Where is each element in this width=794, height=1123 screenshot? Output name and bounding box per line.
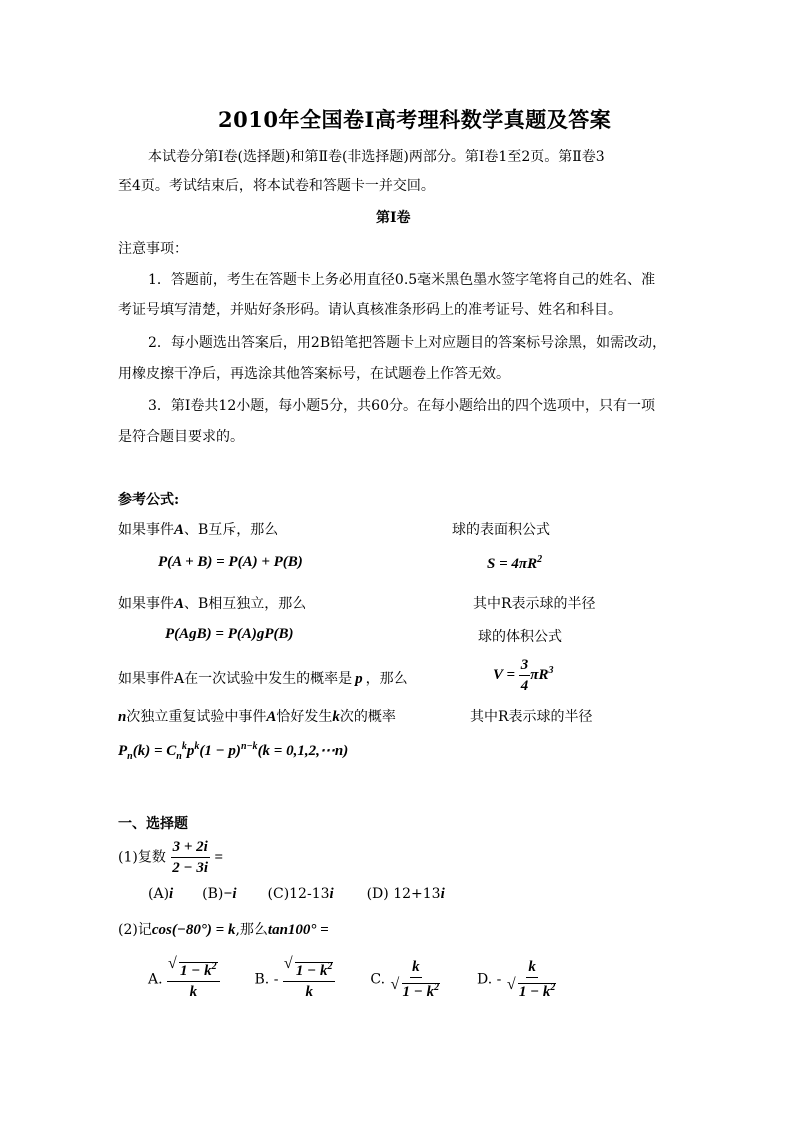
formulas-heading: 参考公式: — [118, 492, 180, 508]
formula-left-4 — [118, 707, 396, 727]
formula-left-2-pre: 如果事件 — [118, 596, 174, 612]
formula-independent: P(AgB) = P(A)gP(B) — [165, 626, 294, 642]
binomial-tail: (k = 0,1,2,⋯n) — [257, 743, 349, 759]
q1-equals: = — [214, 849, 224, 866]
q1-option-a: (A)i — [148, 886, 174, 902]
formula-left-1-var: A — [174, 522, 185, 538]
intro-line-2: 至4页。考试结束后，将本试卷和答题卡一并交回。 — [118, 178, 435, 194]
formula-left-3 — [118, 669, 408, 689]
question-1 — [118, 838, 223, 877]
formula-left-4-var-a: A — [266, 709, 277, 725]
q2-options — [148, 958, 558, 1001]
note-2-line-1: 2．每小题选出答案后，用2B铅笔把答题卡上对应题目的答案标号涂黑，如需改动， — [148, 335, 667, 351]
formula-left-3-var: p — [355, 671, 363, 687]
formula-left-4-mid: 次独立重复试验中事件 — [126, 709, 267, 725]
note-3-line-2: 是符合题目要求的。 — [118, 429, 244, 445]
question-2 — [118, 920, 329, 940]
volume-frac-num: 3 — [519, 656, 531, 676]
q2-option-c: k √ $1 - k^2$ — [390, 958, 443, 1001]
q2-tan-expr: tan100° = — [267, 922, 329, 938]
sphere-area-expr: S = 4πR — [487, 556, 538, 572]
note-1-line-1: 1．答题前，考生在答题卡上务必用直径0.5毫米黑色墨水签字笔将自己的姓名、准 — [148, 272, 656, 288]
formula-sphere-volume: V = $\frac{3}{4}$ $\pi R^3$ — [493, 657, 554, 694]
q2-option-a: √ $\frac{1 - k^2}{k}$ — [167, 958, 220, 1001]
formula-right-4: 其中R表示球的半径 — [470, 709, 593, 725]
formula-left-1-pre: 如果事件 — [118, 522, 174, 538]
formula-left-1-post: 、B互斥，那么 — [184, 522, 279, 538]
q1-option-b: (B)−i — [202, 886, 237, 902]
note-3-line-1: 3．第Ⅰ卷共12小题，每小题5分，共60分。在每小题给出的四个选项中，只有一项 — [148, 398, 655, 414]
q2-option-b: √ $\frac{1 - k^2}{k}$ — [283, 958, 336, 1001]
q1-option-d: (D) 12+13i — [366, 886, 445, 902]
volume-frac-den: 4 — [520, 678, 529, 694]
formula-left-4-var-k: k — [332, 709, 340, 725]
intro-line-1: 本试卷分第Ⅰ卷(选择题)和第Ⅱ卷(非选择题)两部分。第Ⅰ卷1至2页。第Ⅱ卷3 — [148, 149, 605, 165]
q1-options — [148, 884, 445, 904]
part-heading: 第Ⅰ卷 — [376, 210, 411, 226]
q2-option-d: k √ $1 - k^2$ — [506, 958, 559, 1001]
binomial-term: (1 − p) — [199, 743, 241, 759]
q2-cos-expr: cos(−80°) = k — [151, 922, 236, 938]
q1-option-c: (C)12-13i — [267, 886, 334, 902]
formula-right-2: 其中R表示球的半径 — [473, 596, 596, 612]
question-2-label: (2)记 — [118, 922, 152, 938]
volume-lhs: V = — [493, 666, 516, 683]
formula-right-1: 球的表面积公式 — [452, 522, 550, 538]
volume-rhs: πR — [530, 666, 549, 683]
formula-left-4-post: 次的概率 — [339, 709, 396, 725]
formula-left-2 — [118, 594, 306, 614]
question-1-label: (1)复数 — [118, 849, 166, 866]
q2-mid: ,那么 — [235, 922, 268, 938]
formula-binomial: $P_n(k) = C_n^kp^k(1 - p)^{n-k}(k$ = 0,1,2,⋯n) — [118, 741, 349, 762]
formula-left-4-mid2: 恰好发生 — [276, 709, 333, 725]
q2-option-d-label: D. - — [477, 971, 502, 988]
formula-left-2-post: 、B相互独立，那么 — [184, 596, 307, 612]
formula-sphere-area: $S = 4\pi R^2$ — [487, 554, 543, 572]
formula-addition: P(A + B) = P(A) + P(B) — [158, 554, 303, 570]
q2-option-c-label: C. — [370, 971, 386, 988]
q1-denominator: 2 − 3i — [172, 860, 209, 876]
formula-left-3-pre: 如果事件A在一次试验中发生的概率是 — [118, 671, 353, 687]
formula-right-3: 球的体积公式 — [478, 629, 562, 645]
notes-heading: 注意事项： — [118, 241, 188, 257]
q2-option-b-label: B. - — [254, 971, 279, 988]
page-title: 2010年全国卷Ⅰ高考理科数学真题及答案 — [218, 107, 612, 132]
formula-left-1 — [118, 520, 278, 540]
formula-left-2-var: A — [174, 596, 185, 612]
q2-option-a-label: A. — [148, 971, 163, 988]
q1-numerator: 3 + 2i — [171, 838, 210, 858]
formula-left-4-var-n: n — [118, 709, 127, 725]
note-2-line-2: 用橡皮擦干净后，再选涂其他答案标号，在试题卷上作答无效。 — [118, 366, 510, 382]
note-1-line-2: 考证号填写清楚，并贴好条形码。请认真核准条形码上的准考证号、姓名和科目。 — [118, 302, 622, 318]
formula-left-3-post: ，那么 — [365, 671, 408, 687]
section-heading: 一、选择题 — [118, 816, 188, 832]
